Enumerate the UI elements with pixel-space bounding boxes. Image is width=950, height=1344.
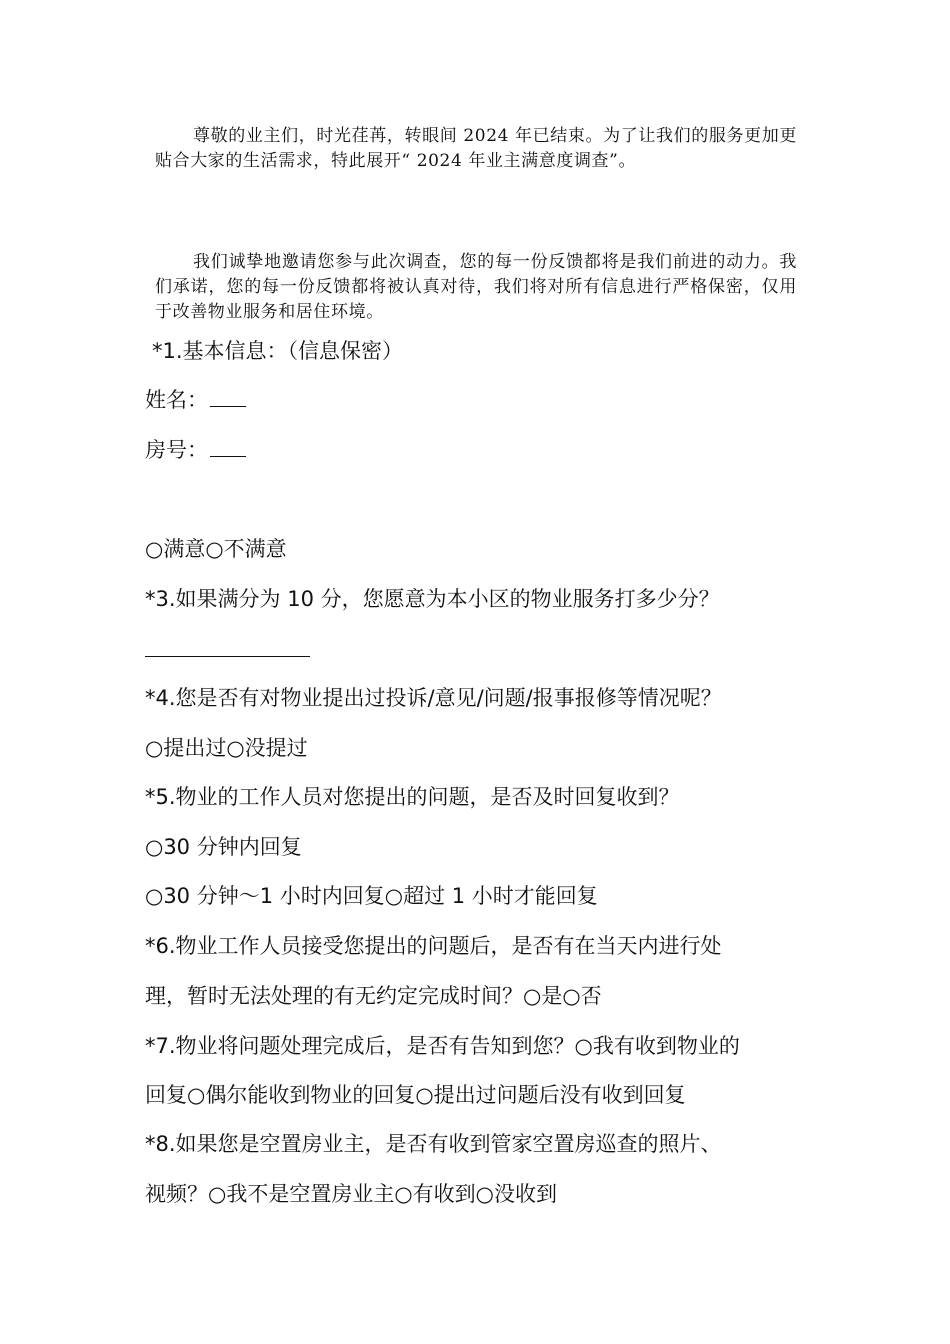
question-5-option-1[interactable]: ○30 分钟内回复 bbox=[145, 835, 302, 859]
question-6-line-1: *6.物业工作人员接受您提出的问题后，是否有在当天内进行处 bbox=[145, 934, 722, 958]
room-input-blank[interactable] bbox=[210, 436, 246, 457]
intro-paragraph-2: 我们诚挚地邀请您参与此次调查，您的每一份反馈都将是我们前进的动力。我们承诺，您的每一份反馈都将被认真对待，我们将对所有信息进行严格保密，仅用于改善物业服务和居住环境。 bbox=[155, 252, 797, 322]
question-5-title: *5.物业的工作人员对您提出的问题，是否及时回复收到？ bbox=[145, 785, 680, 809]
question-1-title: *1.基本信息：（信息保密） bbox=[152, 339, 404, 363]
question-7-line-2[interactable]: 回复○偶尔能收到物业的回复○提出过问题后没有收到回复 bbox=[145, 1083, 686, 1107]
score-input-blank[interactable] bbox=[145, 656, 310, 657]
name-input-blank[interactable] bbox=[210, 386, 246, 407]
room-label: 房号： bbox=[145, 438, 208, 462]
question-7-line-1[interactable]: *7.物业将问题处理完成后，是否有告知到您？○我有收到物业的 bbox=[145, 1034, 740, 1058]
room-field-row bbox=[145, 436, 246, 464]
question-5-option-2[interactable]: ○30 分钟～1 小时内回复○超过 1 小时才能回复 bbox=[145, 884, 598, 908]
name-field-row bbox=[145, 386, 246, 414]
question-3-title: *3.如果满分为 10 分，您愿意为本小区的物业服务打多少分？ bbox=[145, 587, 720, 611]
question-4-title: *4.您是否有对物业提出过投诉/意见/问题/报事报修等情况呢？ bbox=[145, 686, 722, 710]
question-8-line-2[interactable]: 视频？○我不是空置房业主○有收到○没收到 bbox=[145, 1182, 557, 1206]
name-label: 姓名： bbox=[145, 388, 208, 412]
question-4-options[interactable]: ○提出过○没提过 bbox=[145, 736, 308, 760]
question-6-line-2[interactable]: 理，暂时无法处理的有无约定完成时间？○是○否 bbox=[145, 984, 602, 1008]
question-8-line-1: *8.如果您是空置房业主，是否有收到管家空置房巡查的照片、 bbox=[145, 1132, 722, 1156]
intro-paragraph-1: 尊敬的业主们，时光荏苒，转眼间 2024 年已结束。为了让我们的服务更加更贴合大家的生活需求，特此展开“ 2024 年业主满意度调查”。 bbox=[155, 126, 797, 171]
question-2-options[interactable]: ○满意○不满意 bbox=[145, 537, 287, 561]
